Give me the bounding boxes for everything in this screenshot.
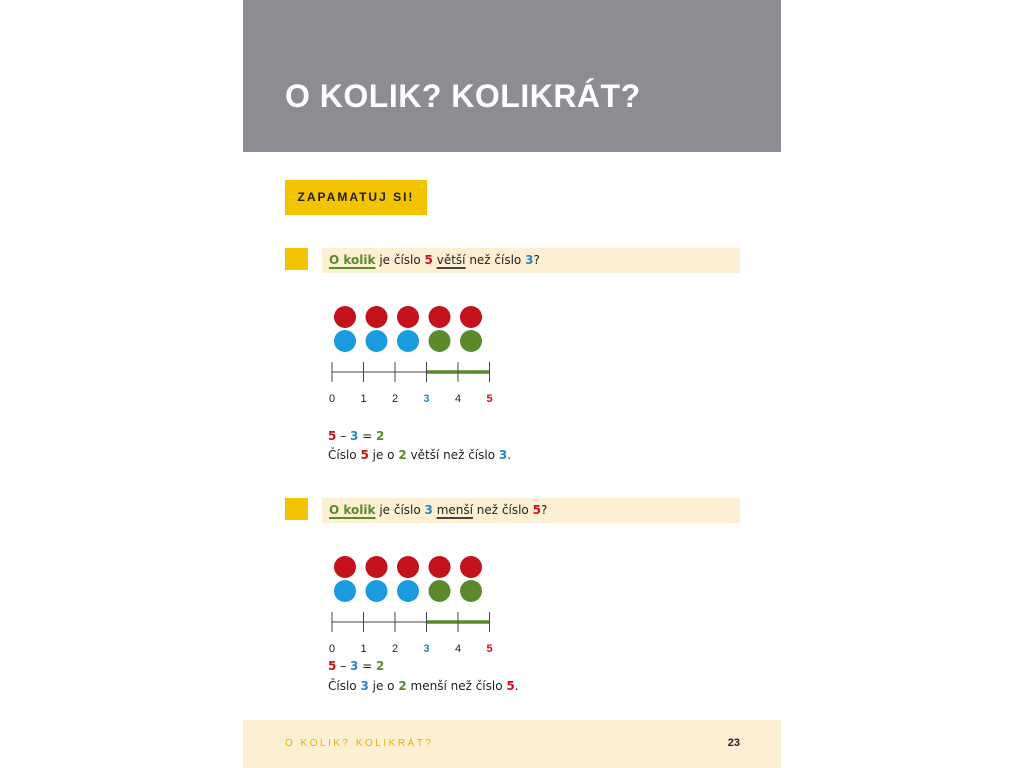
counter-dot-top xyxy=(334,556,356,578)
section-1-equation xyxy=(328,426,384,446)
question-mark: ? xyxy=(533,253,540,267)
tick-label: 3 xyxy=(423,393,430,405)
counter-dot-bottom xyxy=(429,330,451,352)
tick-label: 2 xyxy=(391,393,399,405)
counter-dot-top xyxy=(397,556,419,578)
remember-label: ZAPAMATUJ SI! xyxy=(285,180,427,215)
equation-result: 2 xyxy=(376,659,385,673)
sentence-text: je o xyxy=(368,448,399,462)
counter-dot-top xyxy=(429,556,451,578)
tick-label: 1 xyxy=(360,643,367,655)
question-number: 5 xyxy=(424,253,433,267)
question-text: než číslo xyxy=(465,253,526,267)
section-2-bullet xyxy=(285,498,308,520)
counter-dot-top xyxy=(460,556,482,578)
equation-minuend: 5 xyxy=(328,659,337,673)
counter-dot-bottom xyxy=(429,580,451,602)
tick-label: 0 xyxy=(328,393,336,405)
question-comparison: menší xyxy=(436,503,473,517)
section-2-equation xyxy=(328,656,384,676)
sentence-period: . xyxy=(507,448,512,462)
counter-dot-bottom xyxy=(334,580,356,602)
sentence-number: 3 xyxy=(498,448,508,462)
section-2-question xyxy=(329,503,547,518)
counter-dot-bottom xyxy=(460,580,482,602)
counter-dot-top xyxy=(460,306,482,328)
equation-minuend: 5 xyxy=(328,429,337,443)
sentence-number: 5 xyxy=(360,448,369,462)
section-1-sentence xyxy=(328,445,511,465)
equation-operator: – xyxy=(336,429,350,443)
question-number: 3 xyxy=(525,253,534,267)
tick-label: 0 xyxy=(328,643,336,655)
tick-label: 4 xyxy=(454,393,462,405)
header-band xyxy=(243,0,781,152)
footer-band xyxy=(243,720,781,768)
tick-label: 5 xyxy=(486,393,493,405)
section-1-diagram xyxy=(323,298,498,408)
question-keyword: O kolik xyxy=(329,253,376,267)
sentence-difference: 2 xyxy=(398,448,407,462)
question-text: je číslo xyxy=(375,503,425,517)
counter-dot-top xyxy=(429,306,451,328)
tick-label: 4 xyxy=(454,643,462,655)
section-1-bullet xyxy=(285,248,308,270)
question-number: 5 xyxy=(532,503,541,517)
sentence-period: . xyxy=(514,679,519,693)
tick-label: 5 xyxy=(486,643,493,655)
section-1-question-bar xyxy=(322,248,740,273)
question-comparison: větší xyxy=(436,253,466,267)
question-keyword: O kolik xyxy=(329,503,376,517)
sentence-text: větší než číslo xyxy=(406,448,499,462)
counter-dot-bottom xyxy=(366,330,388,352)
page-title: O KOLIK? KOLIKRÁT? xyxy=(285,78,641,114)
question-text: je číslo xyxy=(375,253,425,267)
running-title: O KOLIK? KOLIKRÁT? xyxy=(285,738,434,749)
equation-subtrahend: 3 xyxy=(350,429,359,443)
counter-dot-top xyxy=(334,306,356,328)
counter-dot-bottom xyxy=(334,330,356,352)
counter-dot-bottom xyxy=(397,580,419,602)
section-2-sentence xyxy=(328,676,519,696)
section-1-question xyxy=(329,253,540,268)
sentence-text: menší než číslo xyxy=(406,679,507,693)
equation-result: 2 xyxy=(376,429,385,443)
sentence-difference: 2 xyxy=(398,679,407,693)
sentence-number: 5 xyxy=(506,679,515,693)
question-text: než číslo xyxy=(472,503,533,517)
sentence-text: je o xyxy=(368,679,399,693)
counter-dot-top xyxy=(397,306,419,328)
section-2-question-bar xyxy=(322,498,740,523)
book-page xyxy=(243,0,781,768)
counter-dot-top xyxy=(366,556,388,578)
sentence-number: 3 xyxy=(360,679,369,693)
sentence-text: Číslo xyxy=(328,679,361,693)
counter-dot-top xyxy=(366,306,388,328)
equation-operator: – xyxy=(336,659,350,673)
equation-equals: = xyxy=(358,429,377,443)
tick-label: 2 xyxy=(391,643,399,655)
sentence-text: Číslo xyxy=(328,448,361,462)
equation-equals: = xyxy=(358,659,377,673)
section-2-diagram xyxy=(323,548,498,658)
page-number: 23 xyxy=(727,737,740,749)
tick-label: 3 xyxy=(423,643,430,655)
counter-dot-bottom xyxy=(397,330,419,352)
counter-dot-bottom xyxy=(460,330,482,352)
question-mark: ? xyxy=(540,503,548,517)
counter-dot-bottom xyxy=(366,580,388,602)
equation-subtrahend: 3 xyxy=(350,659,359,673)
tick-label: 1 xyxy=(360,393,367,405)
question-number: 3 xyxy=(424,503,433,517)
